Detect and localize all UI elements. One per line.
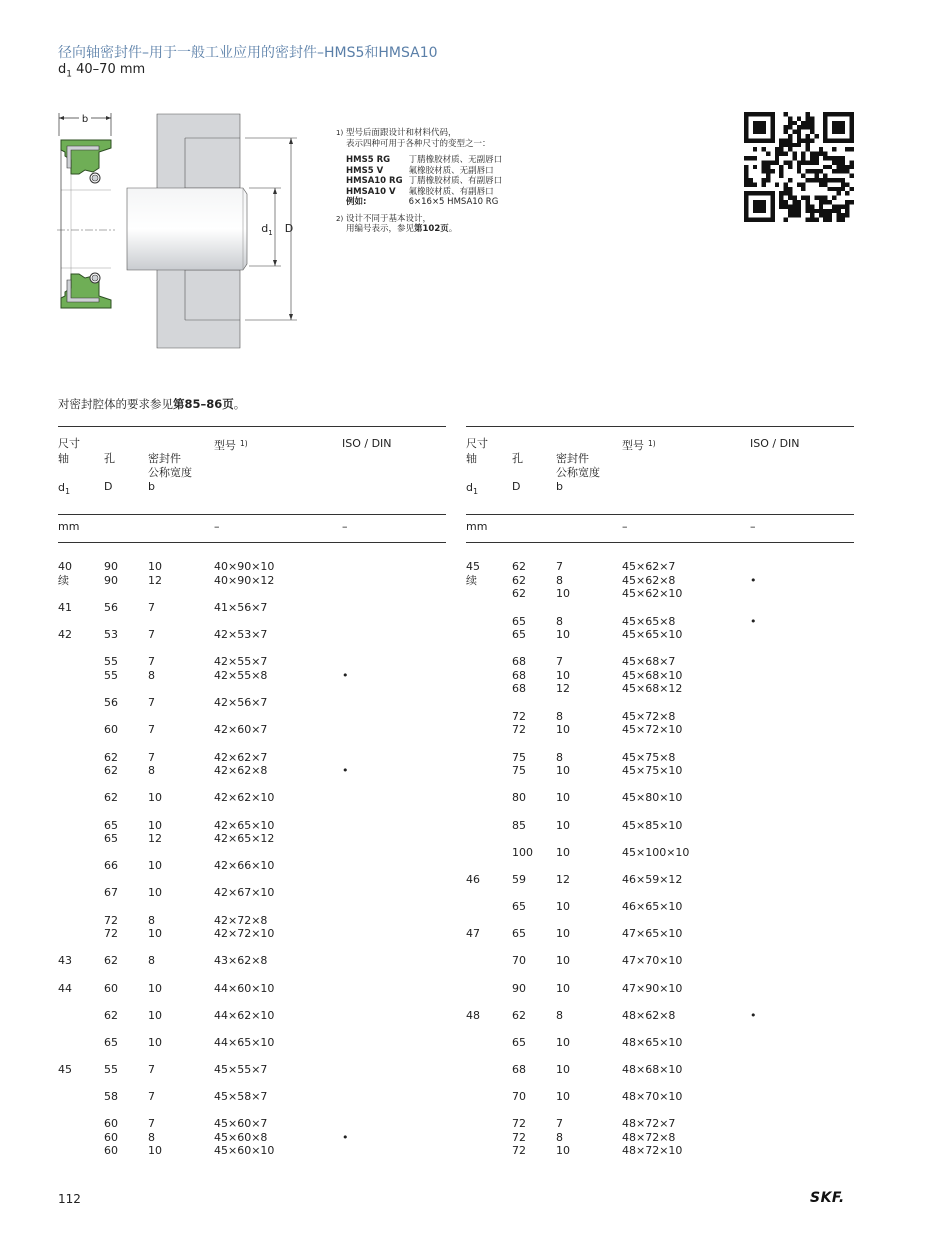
cell-d1: 46 (466, 872, 480, 886)
cell-D: 65 (104, 832, 118, 845)
cell-d1: 44 (58, 981, 72, 995)
cell-b: 8 (556, 573, 563, 587)
cell-b: 12 (556, 682, 570, 695)
header-seal-l2: 公称宽度 (148, 466, 192, 479)
cell-b: 10 (556, 723, 570, 736)
footnotes: 1) 型号后面跟设计和材料代码， 表示四种可用于各种尺寸的变型之一： HMS5 RG 丁腈橡胶材质、无副唇口 HMS5 V 氟橡胶材质、无副唇口 HMSA10 RG 丁腈橡胶材质、有副唇口 HMSA10 V 氟橡胶材质、有副唇口 例如: 6×16×5 HMSA10 RG 2) 设计不同于基本设计， 用编号表示，参见第102页。 (336, 128, 508, 235)
variant-row (346, 187, 508, 198)
iso-bullet: • (750, 573, 757, 587)
cell-d1: 续 (466, 573, 477, 587)
iso-bullet: • (342, 1130, 349, 1144)
variant-code: HMSA10 V (346, 186, 396, 197)
header-size: 尺寸 (466, 437, 488, 450)
cell-b: 10 (148, 981, 162, 995)
variant-code: HMSA10 RG (346, 176, 403, 186)
header-size: 尺寸 (58, 437, 80, 450)
cell-b: 12 (556, 872, 570, 886)
cell-D: 72 (512, 1144, 526, 1157)
cell-b: 7 (148, 627, 155, 641)
cell-m: 48×72×10 (622, 1144, 683, 1157)
variant-code: HMS5 V (346, 165, 384, 176)
cell-D: 68 (512, 1062, 526, 1076)
header-shaft: 轴 (58, 452, 69, 465)
header-model-note: 1) (240, 439, 248, 448)
cell-b: 8 (148, 1130, 155, 1144)
note2-marker: 2) (336, 214, 344, 223)
header-shaft: 轴 (466, 452, 477, 465)
cell-b: 10 (556, 954, 570, 967)
cell-D: 72 (104, 927, 118, 940)
cell-b: 8 (148, 764, 155, 777)
unit-dash-model: – (214, 520, 220, 533)
cell-m: 45×55×7 (214, 1062, 268, 1076)
cell-b: 10 (556, 628, 570, 641)
iso-bullet: • (750, 614, 757, 628)
cell-m: 42×62×7 (214, 750, 268, 764)
cell-m: 45×58×7 (214, 1090, 268, 1103)
variant-row (346, 176, 508, 187)
header-seal-l1: 密封件 (148, 452, 181, 465)
cell-d1: 47 (466, 927, 480, 940)
cell-b: 7 (556, 655, 563, 668)
cell-D: 66 (104, 859, 118, 872)
cell-D: 90 (104, 560, 118, 573)
cell-b: 7 (148, 750, 155, 764)
cell-D: 72 (512, 723, 526, 736)
cell-D: 72 (104, 913, 118, 927)
cell-D: 60 (104, 1117, 118, 1130)
cell-b: 10 (148, 1008, 162, 1022)
cell-D: 60 (104, 1144, 118, 1157)
cell-b: 10 (556, 900, 570, 913)
header-model-label: 型号 (622, 439, 644, 452)
unit-dash-iso: – (342, 520, 348, 533)
cell-D: 100 (512, 845, 533, 859)
cell-D: 70 (512, 954, 526, 967)
cell-D: 65 (512, 1035, 526, 1049)
cell-m: 45×65×10 (622, 628, 683, 641)
cell-D: 65 (104, 1035, 118, 1049)
note1-marker: 1) (336, 129, 344, 137)
unit-mm: mm (466, 520, 488, 533)
cell-D: 72 (512, 1117, 526, 1130)
cell-d1: 41 (58, 600, 72, 614)
cell-d1: 续 (58, 573, 69, 587)
cell-m: 45×62×7 (622, 560, 676, 573)
cell-m: 45×75×8 (622, 750, 676, 764)
cell-m: 45×62×8 (622, 573, 676, 587)
cell-b: 10 (148, 886, 162, 899)
cell-D: 68 (512, 682, 526, 695)
cell-b: 10 (556, 764, 570, 777)
cell-m: 42×72×8 (214, 913, 268, 927)
cell-m: 45×75×10 (622, 764, 683, 777)
cell-b: 10 (556, 1090, 570, 1103)
cell-D: 62 (512, 587, 526, 600)
cell-m: 42×60×7 (214, 723, 268, 736)
page-number: 112 (58, 1192, 81, 1206)
cell-D: 62 (104, 750, 118, 764)
header-seal-l2: 公称宽度 (556, 466, 600, 479)
cell-m: 45×68×12 (622, 682, 683, 695)
cell-D: 62 (512, 1008, 526, 1022)
table-rule (58, 514, 446, 515)
variant-code: 例如: (346, 197, 367, 207)
cell-D: 72 (512, 709, 526, 723)
variant-row (346, 155, 508, 166)
cell-m: 48×65×10 (622, 1035, 683, 1049)
header-model (214, 437, 248, 452)
cell-d1: 40 (58, 560, 72, 573)
cell-m: 42×62×8 (214, 764, 268, 777)
seal-drawing (55, 108, 315, 353)
cell-D: 58 (104, 1090, 118, 1103)
table-rule (58, 542, 446, 543)
cell-m: 43×62×8 (214, 954, 268, 967)
cell-b: 7 (148, 600, 155, 614)
cell-m: 42×72×10 (214, 927, 275, 940)
dimension-table-left (58, 426, 446, 1166)
unit-dash-iso: – (750, 520, 756, 533)
cell-b: 8 (556, 750, 563, 764)
cell-b: 8 (556, 1130, 563, 1144)
cell-m: 45×68×7 (622, 655, 676, 668)
header-d1 (58, 481, 70, 498)
cell-D: 65 (512, 927, 526, 940)
cell-D: 53 (104, 627, 118, 641)
variant-desc: 丁腈橡胶材质、无副唇口 (408, 155, 503, 165)
cell-m: 42×56×7 (214, 696, 268, 709)
cell-b: 10 (556, 1062, 570, 1076)
header-iso: ISO / DIN (750, 437, 800, 450)
cell-m: 44×62×10 (214, 1008, 275, 1022)
cell-m: 48×70×10 (622, 1090, 683, 1103)
cell-b: 10 (556, 668, 570, 682)
header-model (622, 437, 656, 452)
qr-code[interactable] (744, 112, 854, 222)
table-rule (58, 426, 446, 427)
header-d1-sub: 1 (472, 487, 479, 497)
cell-b: 8 (148, 913, 155, 927)
label-d1: $d_1$ (261, 222, 273, 237)
cavity-requirement-note: 对密封腔体的要求参见第85–86页。 (58, 397, 246, 411)
cell-m: 48×72×7 (622, 1117, 676, 1130)
cell-D: 68 (512, 668, 526, 682)
header-b: b (148, 480, 155, 493)
iso-bullet: • (342, 764, 349, 777)
cell-m: 45×80×10 (622, 791, 683, 804)
cell-D: 65 (512, 900, 526, 913)
cell-m: 40×90×12 (214, 573, 275, 587)
cell-D: 60 (104, 1130, 118, 1144)
cell-m: 42×65×10 (214, 818, 275, 832)
header-iso: ISO / DIN (342, 437, 392, 450)
cell-m: 45×85×10 (622, 818, 683, 832)
header-bore: 孔 (512, 452, 523, 465)
cell-D: 65 (104, 818, 118, 832)
cell-m: 45×60×10 (214, 1144, 275, 1157)
skf-logo: SKF. (810, 1190, 845, 1206)
cell-b: 8 (148, 954, 155, 967)
cell-D: 55 (104, 655, 118, 668)
header-D: D (104, 480, 113, 493)
header-model-note: 1) (648, 439, 656, 448)
variant-desc: 丁腈橡胶材质、有副唇口 (408, 176, 503, 186)
cell-D: 62 (104, 954, 118, 967)
cell-b: 10 (556, 927, 570, 940)
unit-mm: mm (58, 520, 80, 533)
cell-m: 47×90×10 (622, 981, 683, 995)
cell-b: 8 (556, 1008, 563, 1022)
cell-b: 8 (556, 709, 563, 723)
cell-D: 55 (104, 1062, 118, 1076)
cell-m: 42×62×10 (214, 791, 275, 804)
cell-b: 8 (556, 614, 563, 628)
cell-b: 8 (148, 668, 155, 682)
cell-m: 40×90×10 (214, 560, 275, 573)
cell-b: 10 (556, 818, 570, 832)
variant-desc: 6×16×5 HMSA10 RG (408, 197, 499, 207)
cell-D: 67 (104, 886, 118, 899)
cell-D: 70 (512, 1090, 526, 1103)
cell-m: 45×72×8 (622, 709, 676, 723)
cell-m: 44×65×10 (214, 1035, 275, 1049)
cell-m: 42×67×10 (214, 886, 275, 899)
table-rule (466, 426, 854, 427)
cell-m: 42×65×12 (214, 832, 275, 845)
cell-b: 12 (148, 832, 162, 845)
cell-D: 90 (104, 573, 118, 587)
cell-b: 7 (148, 723, 155, 736)
cell-m: 45×65×8 (622, 614, 676, 628)
cell-b: 10 (556, 981, 570, 995)
cell-d1: 45 (58, 1062, 72, 1076)
cell-D: 68 (512, 655, 526, 668)
iso-bullet: • (342, 668, 349, 682)
cell-D: 85 (512, 818, 526, 832)
label-b: b (81, 114, 89, 125)
cell-m: 47×70×10 (622, 954, 683, 967)
cell-b: 10 (148, 1035, 162, 1049)
variant-row (346, 197, 508, 208)
cell-b: 10 (556, 1144, 570, 1157)
cell-m: 45×100×10 (622, 845, 690, 859)
page-title: 径向轴密封件–用于一般工业应用的密封件–HMS5和HMSA10 (58, 45, 438, 61)
cell-D: 65 (512, 614, 526, 628)
cell-D: 75 (512, 750, 526, 764)
page-subtitle: $d_1$ 40–70 mm (58, 62, 146, 80)
cell-m: 45×68×10 (622, 668, 683, 682)
cell-m: 45×60×8 (214, 1130, 268, 1144)
cell-m: 46×59×12 (622, 872, 683, 886)
cell-b: 7 (148, 1117, 155, 1130)
header-d1-main: d (466, 481, 473, 494)
cell-b: 10 (148, 560, 162, 573)
cell-b: 10 (556, 1035, 570, 1049)
cell-m: 42×66×10 (214, 859, 275, 872)
header-seal-l1: 密封件 (556, 452, 589, 465)
unit-dash-model: – (622, 520, 628, 533)
cell-m: 42×53×7 (214, 627, 268, 641)
cell-d1: 42 (58, 627, 72, 641)
cell-d1: 43 (58, 954, 72, 967)
cell-m: 48×72×8 (622, 1130, 676, 1144)
cell-m: 48×62×8 (622, 1008, 676, 1022)
header-D: D (512, 480, 521, 493)
cell-b: 7 (148, 696, 155, 709)
cell-b: 10 (148, 818, 162, 832)
cell-m: 45×60×7 (214, 1117, 268, 1130)
cell-D: 62 (104, 764, 118, 777)
cell-D: 90 (512, 981, 526, 995)
variant-desc: 氟橡胶材质、有副唇口 (408, 186, 494, 197)
variant-desc: 氟橡胶材质、无副唇口 (408, 165, 494, 176)
cell-m: 48×68×10 (622, 1062, 683, 1076)
cell-b: 10 (556, 587, 570, 600)
cell-D: 80 (512, 791, 526, 804)
cell-b: 10 (148, 927, 162, 940)
cell-b: 7 (148, 655, 155, 668)
header-b: b (556, 480, 563, 493)
cell-D: 62 (104, 791, 118, 804)
cell-D: 62 (512, 573, 526, 587)
cell-D: 56 (104, 696, 118, 709)
iso-bullet: • (750, 1008, 757, 1022)
header-d1-main: d (58, 481, 65, 494)
variant-list (346, 155, 508, 208)
cell-m: 41×56×7 (214, 600, 268, 614)
cell-D: 62 (512, 560, 526, 573)
cell-b: 7 (556, 560, 563, 573)
table-rule (466, 542, 854, 543)
cell-D: 75 (512, 764, 526, 777)
cell-D: 62 (104, 1008, 118, 1022)
cell-b: 12 (148, 573, 162, 587)
cell-m: 42×55×7 (214, 655, 268, 668)
cell-D: 60 (104, 723, 118, 736)
cell-d1: 45 (466, 560, 480, 573)
header-d1-sub: 1 (64, 487, 71, 497)
cell-b: 10 (148, 791, 162, 804)
variant-code: HMS5 RG (346, 155, 391, 165)
table-rule (466, 514, 854, 515)
cell-m: 46×65×10 (622, 900, 683, 913)
cell-D: 65 (512, 628, 526, 641)
dimension-table-right (466, 426, 854, 1166)
cell-b: 10 (148, 1144, 162, 1157)
cell-m: 47×65×10 (622, 927, 683, 940)
header-model-label: 型号 (214, 439, 236, 452)
cell-m: 45×62×10 (622, 587, 683, 600)
header-d1 (466, 481, 478, 498)
cell-D: 55 (104, 668, 118, 682)
cell-D: 60 (104, 981, 118, 995)
header-bore: 孔 (104, 452, 115, 465)
cell-b: 10 (556, 791, 570, 804)
variant-row (346, 166, 508, 177)
cell-b: 7 (556, 1117, 563, 1130)
cell-d1: 48 (466, 1008, 480, 1022)
label-D: D (284, 222, 294, 235)
cell-b: 7 (148, 1062, 155, 1076)
cell-m: 42×55×8 (214, 668, 268, 682)
cell-D: 56 (104, 600, 118, 614)
cell-b: 7 (148, 1090, 155, 1103)
cell-D: 72 (512, 1130, 526, 1144)
cell-m: 45×72×10 (622, 723, 683, 736)
cell-b: 10 (148, 859, 162, 872)
cell-m: 44×60×10 (214, 981, 275, 995)
cell-D: 59 (512, 872, 526, 886)
cell-b: 10 (556, 845, 570, 859)
